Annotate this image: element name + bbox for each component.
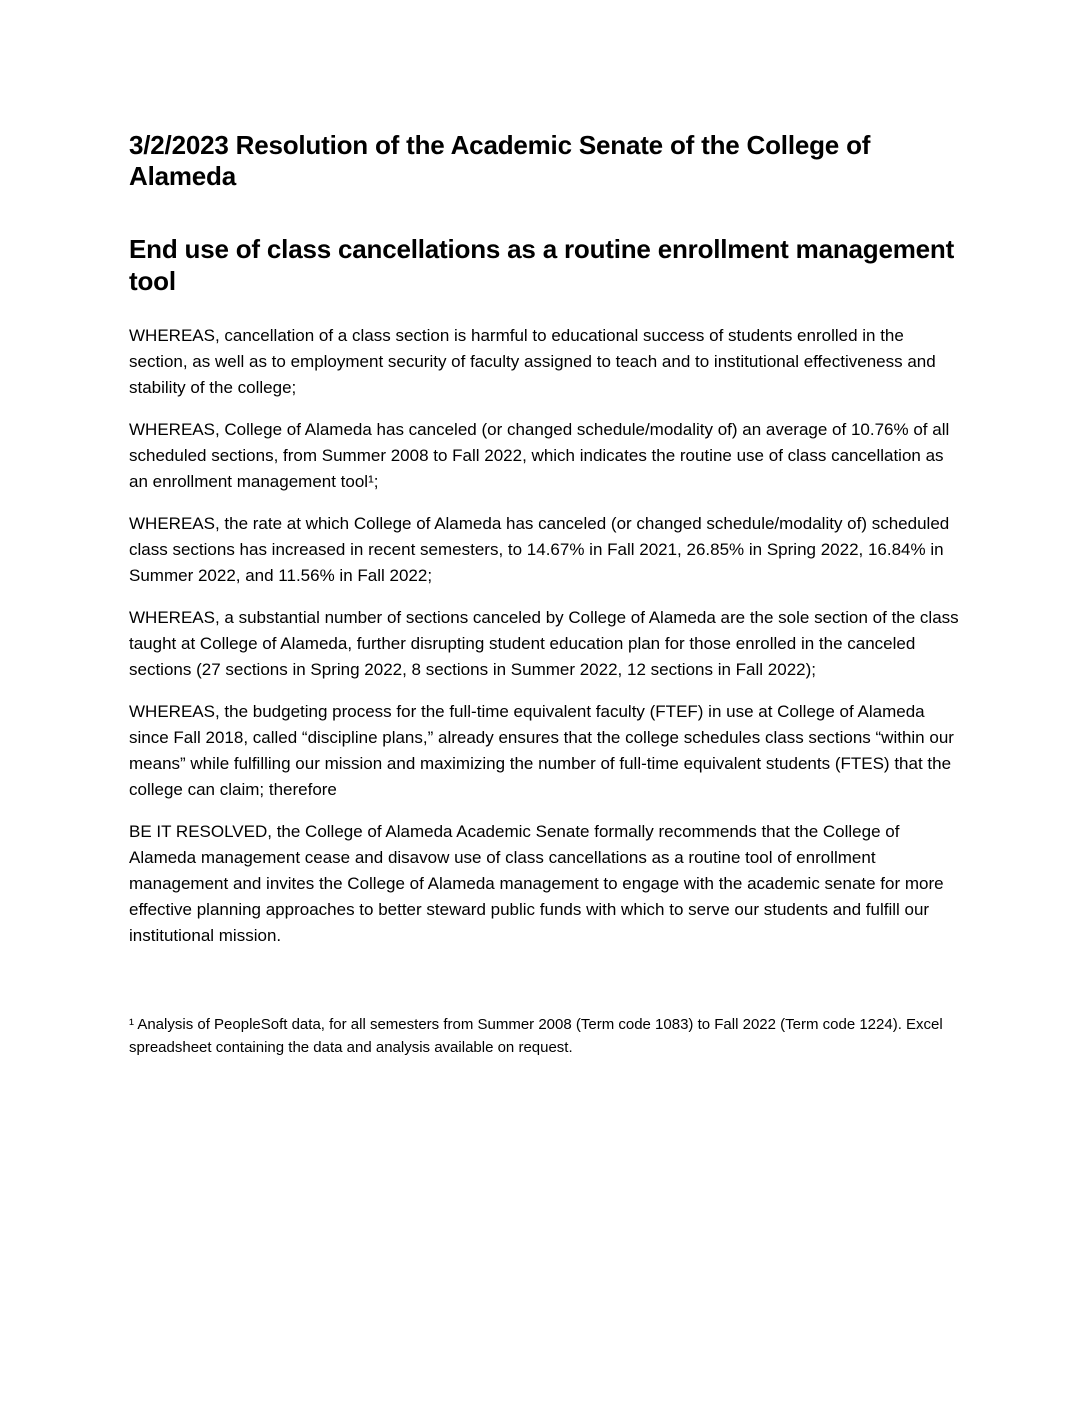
paragraph-whereas-harm: WHEREAS, cancellation of a class section is harmful to educational success of students enrolled in the section, as well as to employment security of faculty assigned to teach and to institutional effectiveness and stability of the college; [129, 325, 936, 397]
document-subtitle: End use of class cancellations as a routine enrollment management tool [129, 234, 955, 296]
paragraph-whereas-recent-rates: WHEREAS, the rate at which College of Alameda has canceled (or changed schedule/modality of) scheduled class sections has increased in recent semesters, to 14.67% in Fall 2021, 26.85% in Spring 2022, 16.84% in Summer 2022, and 11.56% in Fall 2022; [129, 513, 950, 585]
paragraph-whereas-average-cancellation: WHEREAS, College of Alameda has canceled (or changed schedule/modality of) an average of 10.76% of all scheduled sections, from Summer 2008 to Fall 2022, which indicates the routine use of class cancellation as an enrollment management tool¹; [129, 419, 950, 491]
document-title: 3/2/2023 Resolution of the Academic Senate of the College of Alameda [129, 130, 871, 192]
paragraph-be-it-resolved: BE IT RESOLVED, the College of Alameda Academic Senate formally recommends that the College of Alameda management cease and disavow use of class cancellations as a routine tool of enrollment management and invites the College of Alameda management to engage with the academic senate for more effective planning approaches to better steward public funds with which to serve our students and fulfill our institutional mission. [129, 821, 944, 945]
paragraph-whereas-sole-sections: WHEREAS, a substantial number of sections canceled by College of Alameda are the sole section of the class taught at College of Alameda, further disrupting student education plan for those enrolled in the canceled sections (27 sections in Spring 2022, 8 sections in Summer 2022, 12 sections in Fall 2022); [129, 607, 959, 679]
footnote: ¹ Analysis of PeopleSoft data, for all semesters from Summer 2008 (Term code 1083) to Fall 2022 (Term code 1224). Excel spreadsheet containing the data and analysis available on request. [129, 1015, 943, 1056]
paragraph-whereas-budgeting-process: WHEREAS, the budgeting process for the full-time equivalent faculty (FTEF) in use at College of Alameda since Fall 2018, called “discipline plans,” already ensures that the college schedules class sections “within our means” while fulfilling our mission and maximizing the number of full-time equivalent students (FTES) that the college can claim; therefore [129, 701, 954, 799]
